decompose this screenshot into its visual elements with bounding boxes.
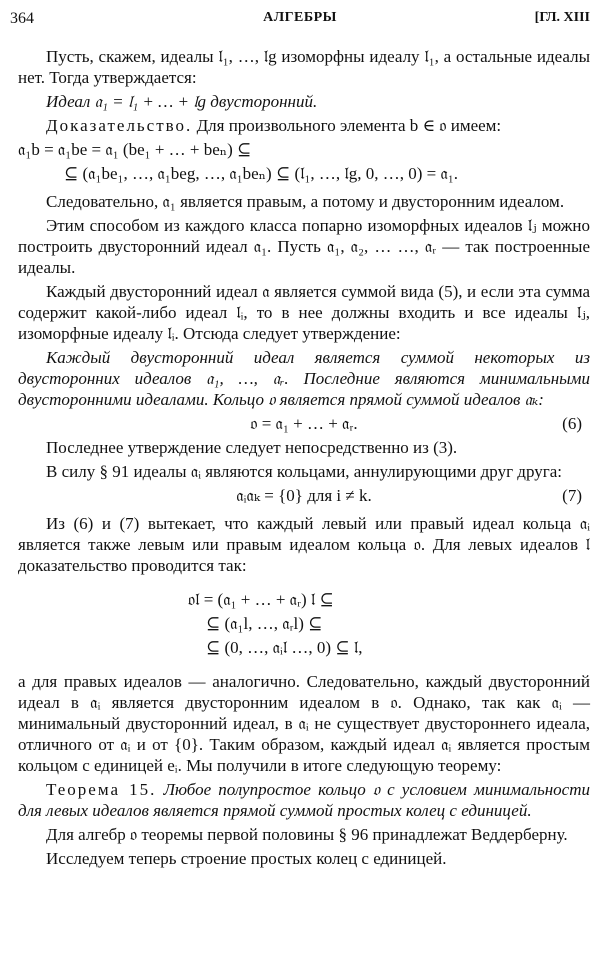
running-title: АЛГЕБРЫ	[263, 10, 337, 25]
formula: ⊆ (𝔞₁l, …, 𝔞ᵣl) ⊆	[206, 614, 323, 633]
formula: 𝔞ᵢ𝔞ₖ = {0} для i ≠ k.	[236, 486, 372, 505]
formula: 𝔞₁b = 𝔞₁be = 𝔞₁ (be₁ + … + beₙ) ⊆	[18, 140, 252, 159]
theorem	[18, 779, 590, 821]
proof-paragraph	[18, 115, 590, 136]
formula-line	[18, 163, 590, 185]
page-body	[18, 46, 590, 872]
equation-7	[18, 485, 590, 507]
equation-number: (6)	[562, 414, 582, 433]
theorem-label: Теорема 15.	[46, 780, 157, 799]
formula: 𝔬 = 𝔞₁ + … + 𝔞ᵣ.	[250, 414, 358, 433]
claim: Идеал 𝔞₁ = 𝔩₁ + … + 𝔩g двусторонний.	[46, 92, 318, 111]
equation-6	[18, 413, 590, 435]
paragraph: Каждый двусторонний идеал 𝔞 является суммой вида (5), и если эта сумма содержит какой-либо идеал 𝔩ᵢ, то в нее должны входить и все идеалы 𝔩ⱼ, изоморфные идеалу 𝔩ᵢ. Отсюда следует утверждение:	[18, 282, 590, 343]
paragraph: Для алгебр 𝔬 теоремы первой половины § 96 принадлежат Веддерберну.	[46, 825, 568, 844]
formula-line	[18, 139, 590, 161]
formula: ⊆ (0, …, 𝔞ᵢ𝔩 …, 0) ⊆ 𝔩,	[206, 638, 363, 657]
paragraph: а для правых идеалов — аналогично. Следовательно, каждый двусторонний идеал в 𝔞ᵢ является двусторонним идеалом в 𝔬. Однако, так как 𝔞ᵢ — минимальный двусторонний идеал, в 𝔞ᵢ не существует двустороннего идеала, отличного от 𝔞ᵢ и от {0}. Таким образом, каждый идеал 𝔞ᵢ является простым кольцом с единицей eᵢ. Мы получили в итоге следующую теорему:	[18, 672, 590, 775]
paragraph: Пусть, скажем, идеалы 𝔩₁, …, 𝔩g изоморфны идеалу 𝔩₁, а остальные идеалы нет. Тогда утверждается:	[18, 47, 590, 87]
paragraph: Исследуем теперь строение простых колец с единицей.	[46, 849, 447, 868]
formula-line	[18, 637, 590, 659]
page-number: 364	[10, 10, 34, 27]
formula: ⊆ (𝔞₁be₁, …, 𝔞₁beg, …, 𝔞₁beₙ) ⊆ (𝔩₁, …, 𝔩g, 0, …, 0) = 𝔞₁.	[64, 164, 459, 183]
theorem-text: Любое полупростое кольцо 𝔬 с условием минимальности для левых идеалов является прямой суммой простых колец с единицей.	[18, 780, 591, 820]
paragraph: Из (6) и (7) вытекает, что каждый левый или правый идеал кольца 𝔞ᵢ является также левым или правым идеалом кольца 𝔬. Для левых идеалов 𝔩 доказательство проводится так:	[18, 514, 590, 575]
formula: 𝔬𝔩 = (𝔞₁ + … + 𝔞ᵣ) 𝔩 ⊆	[188, 590, 334, 609]
proof-text: Для произвольного элемента b ∈ 𝔬 имеем:	[192, 116, 502, 135]
chapter-label: [ГЛ. XIII	[534, 10, 590, 25]
proof-label: Доказательство.	[46, 116, 193, 135]
paragraph: В силу § 91 идеалы 𝔞ᵢ являются кольцами, аннулирующими друг друга:	[46, 462, 562, 481]
paragraph: Этим способом из каждого класса попарно изоморфных идеалов 𝔩ⱼ можно построить двусторонний идеал 𝔞₁. Пусть 𝔞₁, 𝔞₂, … …, 𝔞ᵣ — так построенные идеалы.	[18, 216, 590, 277]
page-header	[10, 6, 590, 30]
paragraph: Последнее утверждение следует непосредственно из (3).	[46, 438, 458, 457]
equation-number: (7)	[562, 486, 582, 505]
formula-line	[18, 589, 590, 611]
formula-line	[18, 613, 590, 635]
italic-statement: Каждый двусторонний идеал является суммой некоторых из двусторонних идеалов 𝔞₁, …, 𝔞ᵣ. Последние являются минимальными двусторонними идеалами. Кольцо 𝔬 является прямой суммой идеалов 𝔞ₖ:	[18, 348, 590, 409]
paragraph: Следовательно, 𝔞₁ является правым, а потому и двусторонним идеалом.	[46, 192, 565, 211]
